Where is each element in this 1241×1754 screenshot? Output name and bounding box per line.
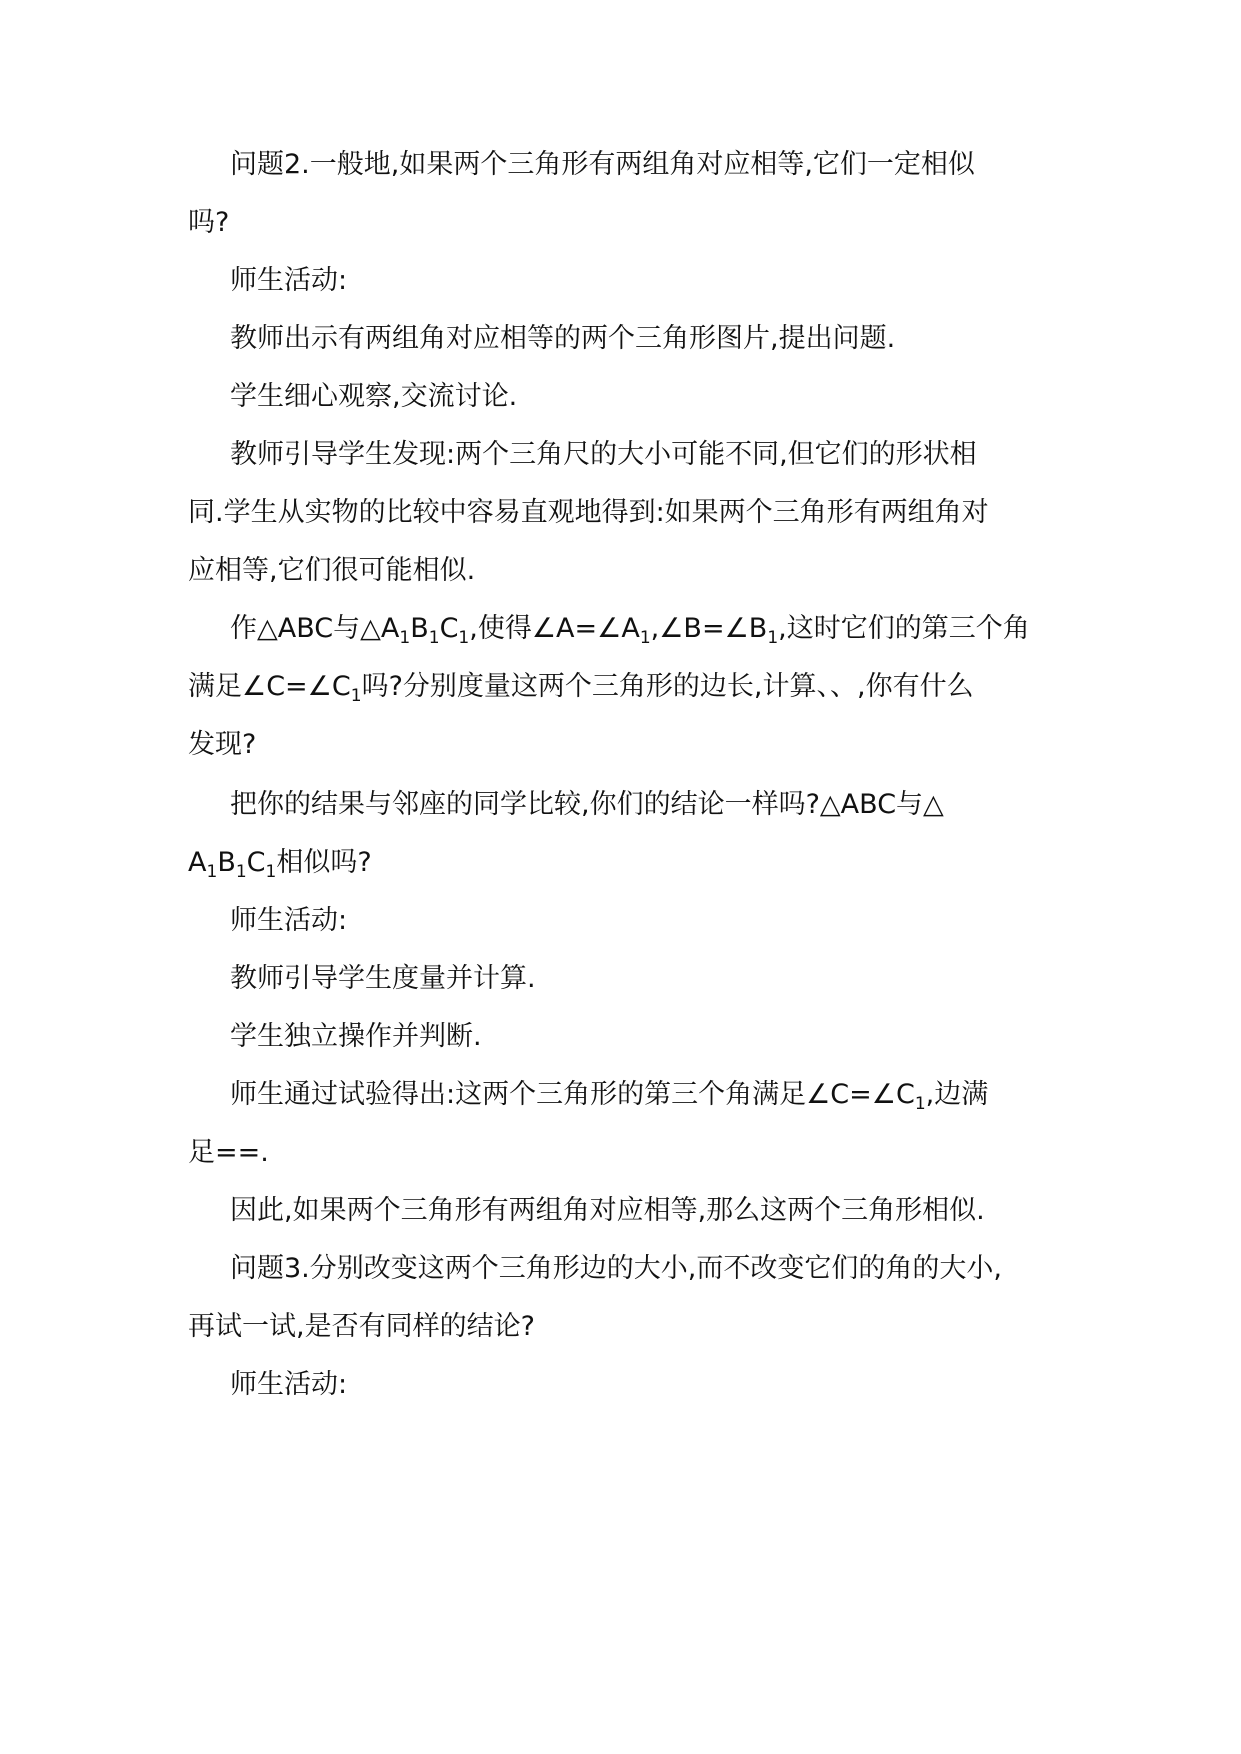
guide-line-1: 教师引导学生发现:两个三角尺的大小可能不同,但它们的形状相 bbox=[230, 439, 977, 470]
guide-line-3: 应相等,它们很可能相似. bbox=[188, 555, 476, 586]
activity-label: 师生活动: bbox=[230, 905, 348, 936]
compare-line-2: $A_1B_1C_1$相似吗? bbox=[188, 847, 372, 882]
satisfy-paragraph: 满足$\angle C=\angle C_1$吗?分别度量这两个三角形的边长,计算、、,你有什么 bbox=[188, 671, 974, 706]
teacher-show-paragraph: 教师出示有两组角对应相等的两个三角形图片,提出问题. bbox=[230, 323, 896, 354]
discover-line: 发现? bbox=[188, 729, 257, 760]
compare-line-1: 把你的结果与邻座的同学比较,你们的结论一样吗?△ABC与△ bbox=[230, 789, 944, 820]
question-3-line-2: 再试一试,是否有同样的结论? bbox=[188, 1311, 535, 1342]
students-observe-paragraph: 学生细心观察,交流讨论. bbox=[230, 381, 518, 412]
question-3-line-1: 问题3.分别改变这两个三角形边的大小,而不改变它们的角的大小, bbox=[230, 1253, 1002, 1284]
conclusion-paragraph: 因此,如果两个三角形有两组角对应相等,那么这两个三角形相似. bbox=[230, 1195, 985, 1226]
teacher-measure-paragraph: 教师引导学生度量并计算. bbox=[230, 963, 536, 994]
activity-label: 师生活动: bbox=[230, 265, 348, 296]
guide-line-2: 同.学生从实物的比较中容易直观地得到:如果两个三角形有两组角对 bbox=[188, 497, 989, 528]
question-2-line-2: 吗? bbox=[188, 207, 230, 238]
students-judge-paragraph: 学生独立操作并判断. bbox=[230, 1021, 482, 1052]
question-2-line-1: 问题2.一般地,如果两个三角形有两组角对应相等,它们一定相似 bbox=[230, 149, 975, 180]
result-line-1: 师生通过试验得出:这两个三角形的第三个角满足$\angle C=\angle C_1$,边满 bbox=[230, 1079, 989, 1114]
result-line-2: 足==. bbox=[188, 1137, 269, 1168]
activity-label: 师生活动: bbox=[230, 1369, 348, 1400]
construct-paragraph: 作△ABC与$\triangle A_1B_1C_1$,使得$\angle A=\angle A_1,\angle B=\angle B_1$,这时它们的第三个角 bbox=[230, 613, 1030, 648]
